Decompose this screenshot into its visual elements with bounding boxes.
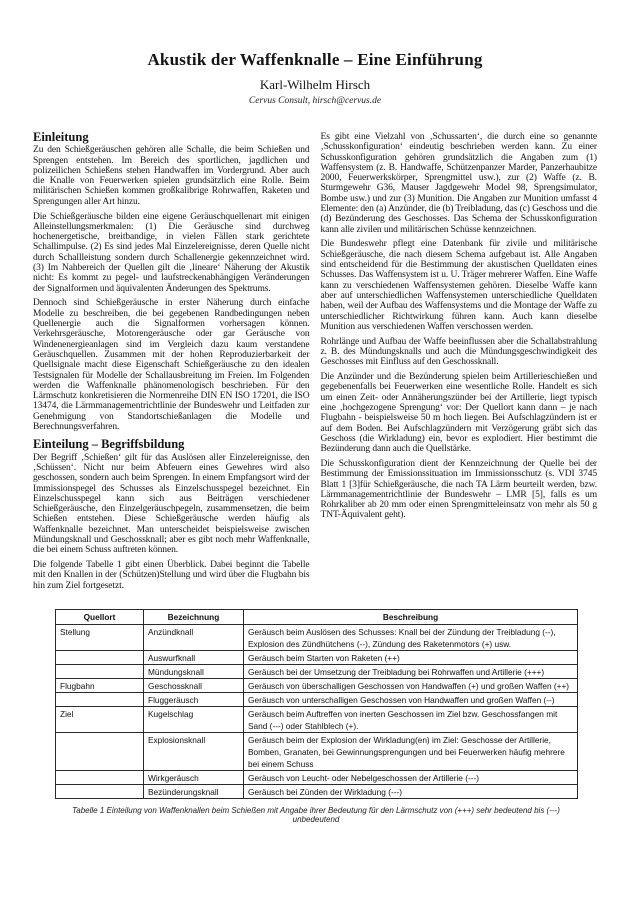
- paragraph-anzuender: Die Anzünder und die Bezünderung spielen beim Artillerieschießen und gegebenenfalls bei Feuerwerken eine wesentliche Rolle. Handelt es sich um einen Zeit- oder Annäherungszünder bei der Artillerie, liegt typisch eine ‚hochgezogene Sprengung‘ vor: Der Quellort kann dann – je nach Flugbahn - beispielsweise 50 m hoch liegen. Bei Aufschlagzündern ist er auf dem Boden. Bei Aufschlagzündern mit Verzögerung gräbt sich das Geschoss (die Wirkladung) ein, bevor es explodiert. Hier bestimmt die Bezünderung dann auch die Quellstärke.: [320, 372, 597, 455]
- author-name: Karl-Wilhelm Hirsch: [259, 77, 371, 92]
- cell-quellort: [56, 771, 144, 785]
- author-affiliation: Cervus Consult, hirsch@cervus.de: [248, 96, 382, 106]
- paragraph-intro-2: Die Schießgeräusche bilden eine eigene Geräuschquellenart mit einigen Alleinstellungsmerkmalen: (1) Die Geräusche sind durchweg hochenergetische, breitbandige, in vielen Fällen stark gerichtete Schallimpulse. (2) Es sind jedes Mal Einzelereignisse, deren Quelle nicht durch Schallleistung sondern durch Schallenergie gekennzeichnet wird. (3) Im Nahbereich der Quellen gilt die ‚lineare‘ Näherung der Akustik nicht: Es kommt zu pegel- und laufstreckenabhängigen Veränderungen der Signalformen und äquivalenten Änderungen des Spektrums.: [33, 211, 310, 294]
- waffenknall-table: [55, 609, 578, 799]
- cell-beschreibung: Geräusch von Leucht- oder Nebelgeschossen der Artillerie (---): [244, 771, 578, 785]
- cell-bezeichnung: Geschossknall: [144, 679, 244, 693]
- table-row: [56, 707, 578, 733]
- paper-title: Akustik der Waffenknalle – Eine Einführung: [147, 50, 483, 69]
- table-section: [55, 609, 577, 824]
- table-row: [56, 733, 578, 771]
- paragraph-begriff-1: Der Begriff ‚Schießen‘ gilt für das Auslösen aller Einzelereignisse, den ‚Schüssen‘. Nicht nur beim Abfeuern eines Gewehres wird also geschossen, sondern auch beim Sprengen. In einem Empfangsort wird der Immissionspegel des Schusses als Einzelschusspegel bezeichnet. Ein Einzelschusspegel kann sich aus Beiträgen verschiedener Schießgeräusche, den Einzelgeräuschpegeln, zusammensetzen, die beim Schießen entstehen. Diese Schießgeräusche werden häufig als Waffenknalle bezeichnet. Man unterscheidet beispielsweise zwischen Mündungsknall und Geschossknall; aber es gibt noch mehr Waffenknalle, die bei einem Schuss auftreten können.: [33, 452, 310, 556]
- cell-bezeichnung: Fluggeräusch: [144, 693, 244, 707]
- paragraph-rohrlaenge: Rohrlänge und Aufbau der Waffe beeinflussen aber die Schallabstrahlung z. B. des Mündungsknalls und auch die Mündungsgeschwindigkeit des Geschosses mit Einfluss auf den Geschossknall.: [320, 336, 597, 368]
- paragraph-intro-1: Zu den Schießgeräuschen gehören alle Schalle, die beim Schießen und Sprengen entstehen. Im Bereich des sportlichen, jagdlichen und polizeilichen Schießens stehen Handwaffen im Vordergrund. Aber auch die Knalle von Feuerwerken spielen grundsätzlich eine Rolle. Beim militärischen Schießen kommen großkalibrige Rohrwaffen, Raketen und Sprengungen aller Art hinzu.: [33, 145, 310, 207]
- table-row: [56, 625, 578, 651]
- paragraph-schussarten: Es gibt eine Vielzahl von ‚Schussarten‘, die durch eine so genannte ‚Schusskonfiguration‘ eindeutig beschrieben werden kann. Zu einer Schusskonfiguration gehören grundsätzlich die Angaben zum (1) Waffensystem (z. B. Handwaffe, Schützenpanzer Marder, Panzerhaubitze 2000, Feuerwerkskörper, Sprengmittel usw.), zur (2) Waffe (z. B. Sturmgewehr G36, Mauser Jagdgewehr Model 98, Sprengsimulator, Bombe usw.) und zur (3) Munition. Die Angaben zur Munition umfasst 4 Elemente: den (a) Anzünder, die (b) Treibladung, das (c) Geschoss und die (d) Bezünderung des Geschosses. Das Schema der Schusskonfiguration kann alle zivilen und militärischen Schüsse kennzeichnen.: [320, 132, 597, 235]
- cell-quellort: [56, 785, 144, 799]
- two-column-body: [0, 132, 630, 595]
- cell-bezeichnung: Bezünderungsknall: [144, 785, 244, 799]
- column-header-beschreibung: Beschreibung: [244, 610, 578, 625]
- cell-quellort: Flugbahn: [56, 679, 144, 693]
- cell-bezeichnung: Auswurfknall: [144, 651, 244, 665]
- cell-beschreibung: Geräusch von überschalligen Geschossen von Handwaffen (+) und großen Waffen (++): [244, 679, 578, 693]
- cell-quellort: Ziel: [56, 707, 144, 733]
- cell-beschreibung: Geräusch beim Auslösen des Schusses: Knall bei der Zündung der Treibladung (--), Explosion des Zündhütchens (--), Zündung des Raketenmotors (+) usw.: [244, 625, 578, 651]
- paragraph-datenbank: Die Bundeswehr pflegt eine Datenbank für zivile und militärische Schießgeräusche, die nach diesem Schema aufgebaut ist. Alle Angaben sind entscheidend für die Bestimmung der akustischen Quelldaten eines Schusses. Das Waffensystem ist u. U. Träger mehrerer Waffen. Eine Waffe kann zu verschiedenen Waffensystemen gehören. Dieselbe Waffe kann aber auf unterschiedlichen Waffensystemen unterschiedliche Quelldaten haben, weil der Aufbau des Waffensystems und die Montage der Waffe zu unterschiedlicher Richtwirkung führen kann. Auch kann dieselbe Munition aus verschiedenen Waffen verschossen werden.: [320, 239, 597, 332]
- cell-beschreibung: Geräusch beim Starten von Raketen (++): [244, 651, 578, 665]
- table-caption: Tabelle 1 Einteilung von Waffenknallen beim Schießen mit Angabe ihrer Bedeutung für den Lärmschutz von (+++) sehr bedeutend bis (---) unbedeutend: [72, 806, 560, 825]
- table-row: [56, 693, 578, 707]
- cell-quellort: [56, 665, 144, 679]
- table-row: [56, 679, 578, 693]
- cell-beschreibung: Geräusch beim der Explosion der Wirkladung(en) im Ziel: Geschosse der Artillerie, Bomben, Granaten, bei Gewinnungsprengungen und bei Feuerwerken häufig mehrere bei einem Schuss: [244, 733, 578, 771]
- right-column: [321, 132, 598, 595]
- paragraph-begriff-2: Die folgende Tabelle 1 gibt einen Überblick. Dabei beginnt die Tabelle mit den Knallen in der (Schützen)Stellung und wird über die Flugbahn bis hin zum Ziel fortgesetzt.: [33, 560, 310, 591]
- column-header-bezeichnung: Bezeichnung: [144, 610, 244, 625]
- cell-quellort: [56, 651, 144, 665]
- cell-beschreibung: Geräusch beim Auftreffen von inerten Geschossen im Ziel bzw. Geschossfangen mit Sand (---) oder Stahlblech (+).: [244, 707, 578, 733]
- cell-bezeichnung: Explosionsknall: [144, 733, 244, 771]
- table-row: [56, 771, 578, 785]
- cell-beschreibung: Geräusch bei Zünden der Wirkladung (---): [244, 785, 578, 799]
- cell-bezeichnung: Wirkgeräusch: [144, 771, 244, 785]
- table-header-row: [56, 610, 578, 625]
- paragraph-immissionsschutz: Die Schusskonfiguration dient der Kennzeichnung der Quelle bei der Bestimmung der Emissionssituation im Immissionsschutz (s. VDI 3745 Blatt 1 [3]für Schießgeräusche, die nach TA Lärm beurteilt werden, bzw. Lärmmanagementrichtlinie der Bundeswehr – LMR [5], falls es um Rohrkaliber ab 20 mm oder einen Sprengmitteleinsatz von mehr als 50 g TNT-Äquivalent geht).: [320, 458, 597, 521]
- cell-beschreibung: Geräusch bei der Umsetzung der Treibladung bei Rohrwaffen und Artillerie (+++): [244, 665, 578, 679]
- left-column: [33, 132, 310, 595]
- cell-bezeichnung: Kugelschlag: [144, 707, 244, 733]
- table-row: [56, 665, 578, 679]
- section-heading-einteilung: Einteilung – Begriffsbildung: [33, 437, 185, 452]
- cell-quellort: [56, 693, 144, 707]
- cell-beschreibung: Geräusch von unterschalligen Geschossen von Handwaffen und großen Waffen (--): [244, 693, 578, 707]
- column-header-quellort: Quellort: [56, 610, 144, 625]
- table-row: [56, 785, 578, 799]
- cell-bezeichnung: Anzündknall: [144, 625, 244, 651]
- paragraph-intro-3: Dennoch sind Schießgeräusche in erster Näherung durch einfache Modelle zu beschreiben, die bei gegebenen Randbedingungen neben Quellenergie auch die Signalformen vorhersagen können. Verkehrsgeräusche, Motorengeräusche oder gar Geräusche von Windenenergieanlagen sind im Vergleich dazu kaum verstandene Geräuschquellen. Zusammen mit der hohen Reproduzierbarkeit der Quellsignale macht diese Eigenschaft Schießgeräusche zu den idealen Testsignalen für Modelle der Schallausbreitung im Freien. Im Folgenden werden die Waffenknalle phänomenologisch beschrieben. Für den Lärmschutz konkretisieren die Normenreihe DIN EN ISO 17201, die ISO 13474, die Lärmmanagementrichtlinie der Bundeswehr und Leitfaden zur Genehmigung von Standortschießanlagen die Modelle und Berechnungsverfahren.: [33, 298, 310, 433]
- paper-header: [0, 0, 630, 106]
- table-row: [56, 651, 578, 665]
- section-heading-einleitung: Einleitung: [33, 130, 89, 144]
- cell-quellort: Stellung: [56, 625, 144, 651]
- cell-quellort: [56, 733, 144, 771]
- cell-bezeichnung: Mündungsknall: [144, 665, 244, 679]
